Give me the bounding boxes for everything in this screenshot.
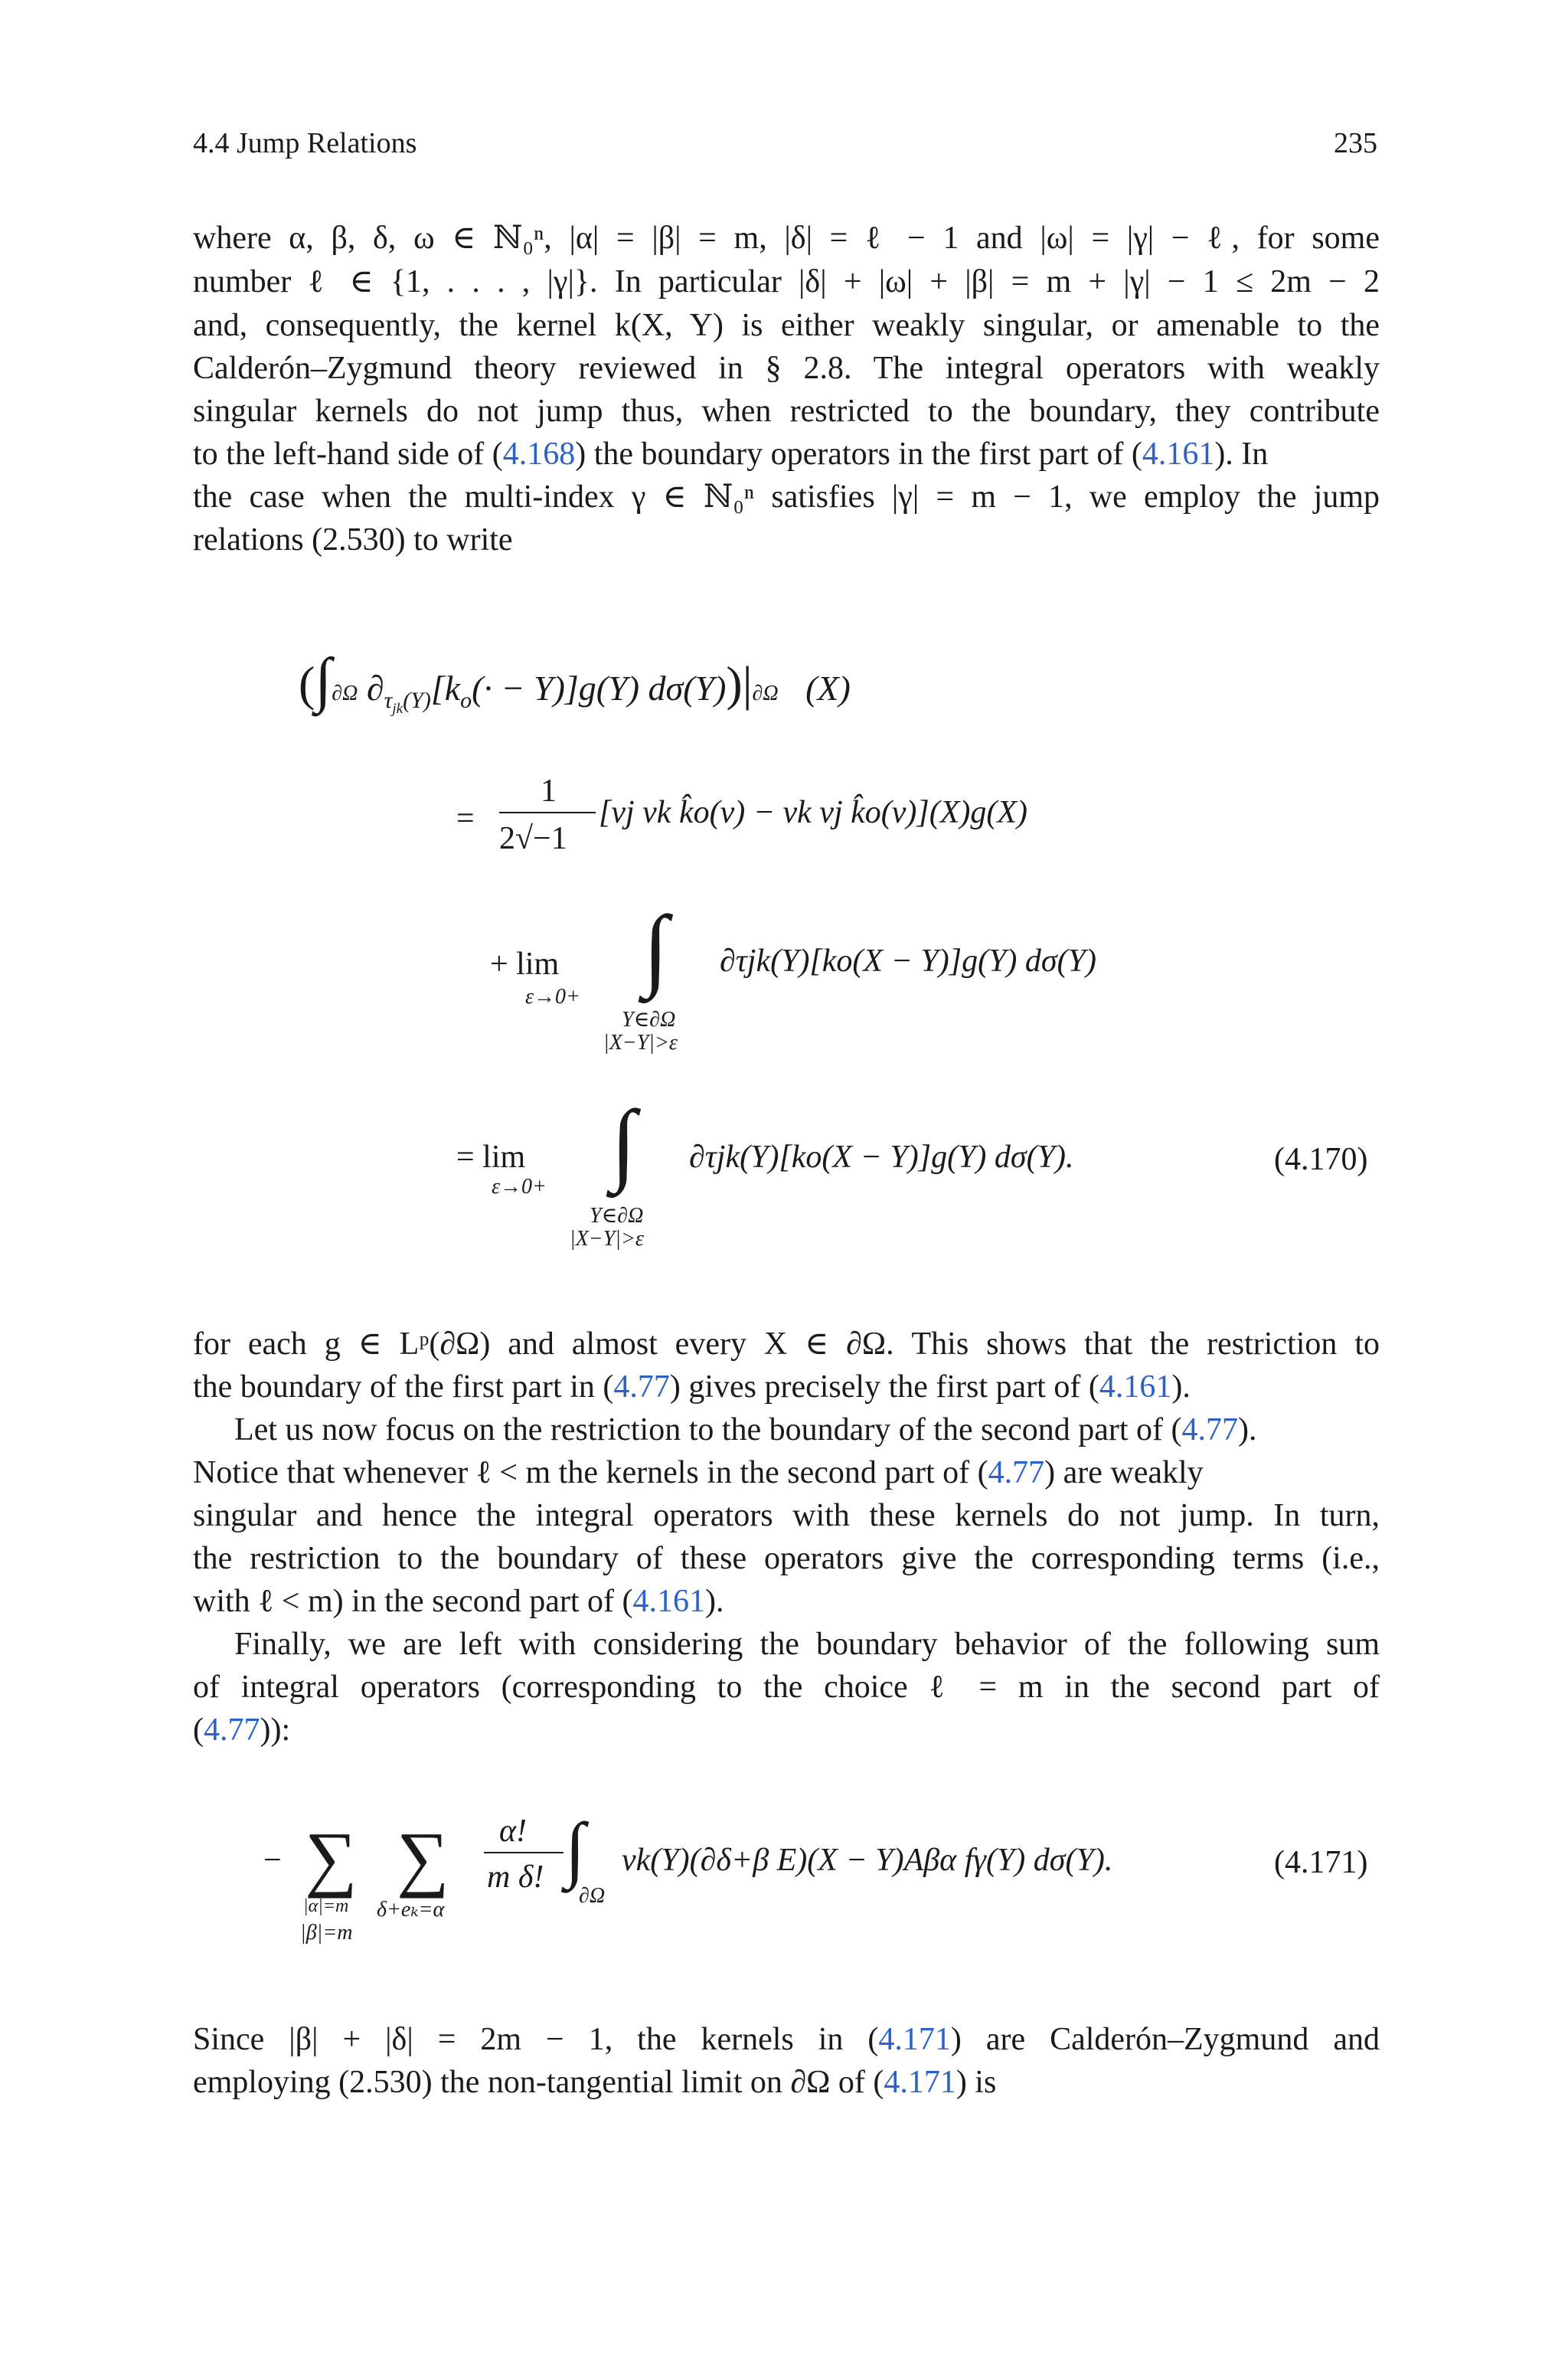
text-line: and, consequently, the kernel k(X, Y) is either weakly singular, or amenable to the — [193, 308, 1380, 343]
text-segment: the boundary of the first part in ( — [193, 1369, 614, 1405]
text-line: where α, β, δ, ω ∈ ℕ₀ⁿ, |α| = |β| = m, |δ| = ℓ − 1 and |ω| = |γ| − ℓ, for some — [193, 221, 1380, 256]
frac-numerator: 1 — [541, 774, 557, 809]
equation-ref-link[interactable]: 4.77 — [613, 1369, 670, 1405]
text-line: the case when the multi-index γ ∈ ℕ₀ⁿ satisfies |γ| = m − 1, we employ the jump — [193, 479, 1380, 515]
text-segment: ). — [705, 1584, 724, 1619]
text-segment: )): — [260, 1712, 291, 1748]
sum-subscript: δ+eₖ=α — [377, 1898, 445, 1922]
text-line — [193, 1371, 1191, 1403]
text-segment: ) are weakly — [1044, 1455, 1204, 1490]
sum-sign: ∑ — [305, 1817, 358, 1899]
eq-lim: = lim — [456, 1140, 526, 1175]
text-line — [193, 2066, 996, 2098]
text-segment: ( — [193, 1712, 204, 1748]
equation-number: (4.171) — [1274, 1845, 1368, 1880]
equation-ref-link[interactable]: 4.77 — [1181, 1412, 1239, 1447]
page-number: 235 — [1334, 127, 1377, 159]
text-line: the restriction to the boundary of these operators give the corresponding terms (i.e., — [193, 1541, 1380, 1576]
integral-subscript: ∂Ω — [579, 1884, 606, 1908]
eq-term: ∂τjk(Y)[ko(X − Y)]g(Y) dσ(Y) — [720, 944, 1096, 979]
integral-subscript: Y∈∂Ω — [590, 1204, 644, 1228]
text-segment: Notice that whenever ℓ < m the kernels in the second part of ( — [193, 1455, 988, 1490]
integral-subscript: |X−Y|>ε — [603, 1031, 678, 1055]
integral-sign: ∫ — [611, 1091, 636, 1193]
text-segment: to the left-hand side of ( — [193, 437, 503, 472]
integral-subscript: Y∈∂Ω — [622, 1008, 676, 1032]
text-segment: ). — [1171, 1369, 1191, 1405]
text-segment: ) are Calderón–Zygmund and — [950, 2022, 1380, 2057]
equation-number: (4.170) — [1274, 1142, 1368, 1177]
text-line: Calderón–Zygmund theory reviewed in § 2.8. The integral operators with weakly — [193, 351, 1380, 386]
lim-subscript: ε→0+ — [492, 1175, 547, 1199]
eq-term: [νj νk k̂o(ν) − νk νj k̂o(ν)](X)g(X) — [599, 795, 1027, 830]
eq-term: νk(Y)(∂δ+β E)(X − Y)Aβα fγ(Y) dσ(Y). — [622, 1843, 1113, 1878]
lim-subscript: ε→0+ — [525, 985, 580, 1009]
text-line: Finally, we are left with considering the boundary behavior of the following sum — [234, 1627, 1380, 1662]
text-segment: ) is — [956, 2065, 997, 2100]
eq-lim: + lim — [490, 947, 560, 982]
text-line — [193, 1585, 724, 1617]
text-segment: Let us now focus on the restriction to the boundary of the second part of ( — [234, 1412, 1182, 1447]
text-segment: ) gives precisely the first part of ( — [669, 1369, 1099, 1405]
text-line: singular kernels do not jump thus, when restricted to the boundary, they contribute — [193, 394, 1380, 429]
integral-sign: ∫ — [643, 897, 668, 999]
equation-ref-link[interactable]: 4.161 — [1099, 1369, 1172, 1405]
frac-denominator: 2√−1 — [499, 821, 567, 856]
text-line: relations (2.530) to write — [193, 522, 513, 558]
eq-equals: = — [456, 801, 475, 836]
sum-subscript: |β|=m — [300, 1921, 353, 1945]
eq-minus: − — [263, 1843, 282, 1878]
fraction-bar — [484, 1852, 564, 1853]
frac-numerator: α! — [499, 1814, 528, 1849]
integral-sign: ∫ — [565, 1807, 586, 1889]
text-line: for each g ∈ Lᵖ(∂Ω) and almost every X ∈ ∂Ω. This shows that the restriction to — [193, 1326, 1380, 1362]
fraction-bar — [499, 812, 596, 813]
equation-ref-link[interactable]: 4.168 — [502, 437, 576, 472]
text-line: singular and hence the integral operators with these kernels do not jump. In turn, — [193, 1498, 1380, 1533]
frac-denominator: m δ! — [487, 1860, 544, 1895]
text-line — [193, 1714, 290, 1746]
eq-lhs: (∫∂Ω $\partial_{\tau_{jk}(Y)}[k_o(\cdot - Y)]g(Y)$ dσ(Y))|∂Ω (X) — [299, 646, 851, 718]
equation-ref-link[interactable]: 4.161 — [1142, 437, 1215, 472]
sum-subscript: |α|=m — [303, 1896, 349, 1916]
equation-ref-link[interactable]: 4.77 — [204, 1712, 260, 1748]
text-line — [234, 1414, 1257, 1446]
text-segment: ) the boundary operators in the first part of ( — [575, 437, 1142, 472]
text-segment: ). In — [1214, 437, 1269, 472]
text-line: number ℓ ∈ {1, . . . , |γ|}. In particular |δ| + |ω| + |β| = m + |γ| − 1 ≤ 2m − 2 — [193, 264, 1380, 299]
eq-term: ∂τjk(Y)[ko(X − Y)]g(Y) dσ(Y). — [689, 1140, 1074, 1175]
text-line — [193, 2023, 1380, 2056]
integral-subscript: |X−Y|>ε — [570, 1227, 644, 1251]
text-line — [193, 1457, 1204, 1489]
equation-ref-link[interactable]: 4.171 — [878, 2022, 951, 2057]
equation-ref-link[interactable]: 4.77 — [988, 1455, 1045, 1490]
text-line — [193, 438, 1268, 470]
text-segment: employing (2.530) the non-tangential limit on ∂Ω of ( — [193, 2065, 884, 2100]
running-header-section: 4.4 Jump Relations — [193, 127, 417, 159]
text-segment: Since |β| + |δ| = 2m − 1, the kernels in ( — [193, 2022, 879, 2057]
equation-ref-link[interactable]: 4.171 — [884, 2065, 956, 2100]
text-segment: with ℓ < m) in the second part of ( — [193, 1584, 633, 1619]
text-line: of integral operators (corresponding to the choice ℓ = m in the second part of — [193, 1670, 1380, 1705]
equation-ref-link[interactable]: 4.161 — [632, 1584, 706, 1619]
text-segment: ). — [1238, 1412, 1257, 1447]
sum-sign: ∑ — [397, 1817, 449, 1899]
